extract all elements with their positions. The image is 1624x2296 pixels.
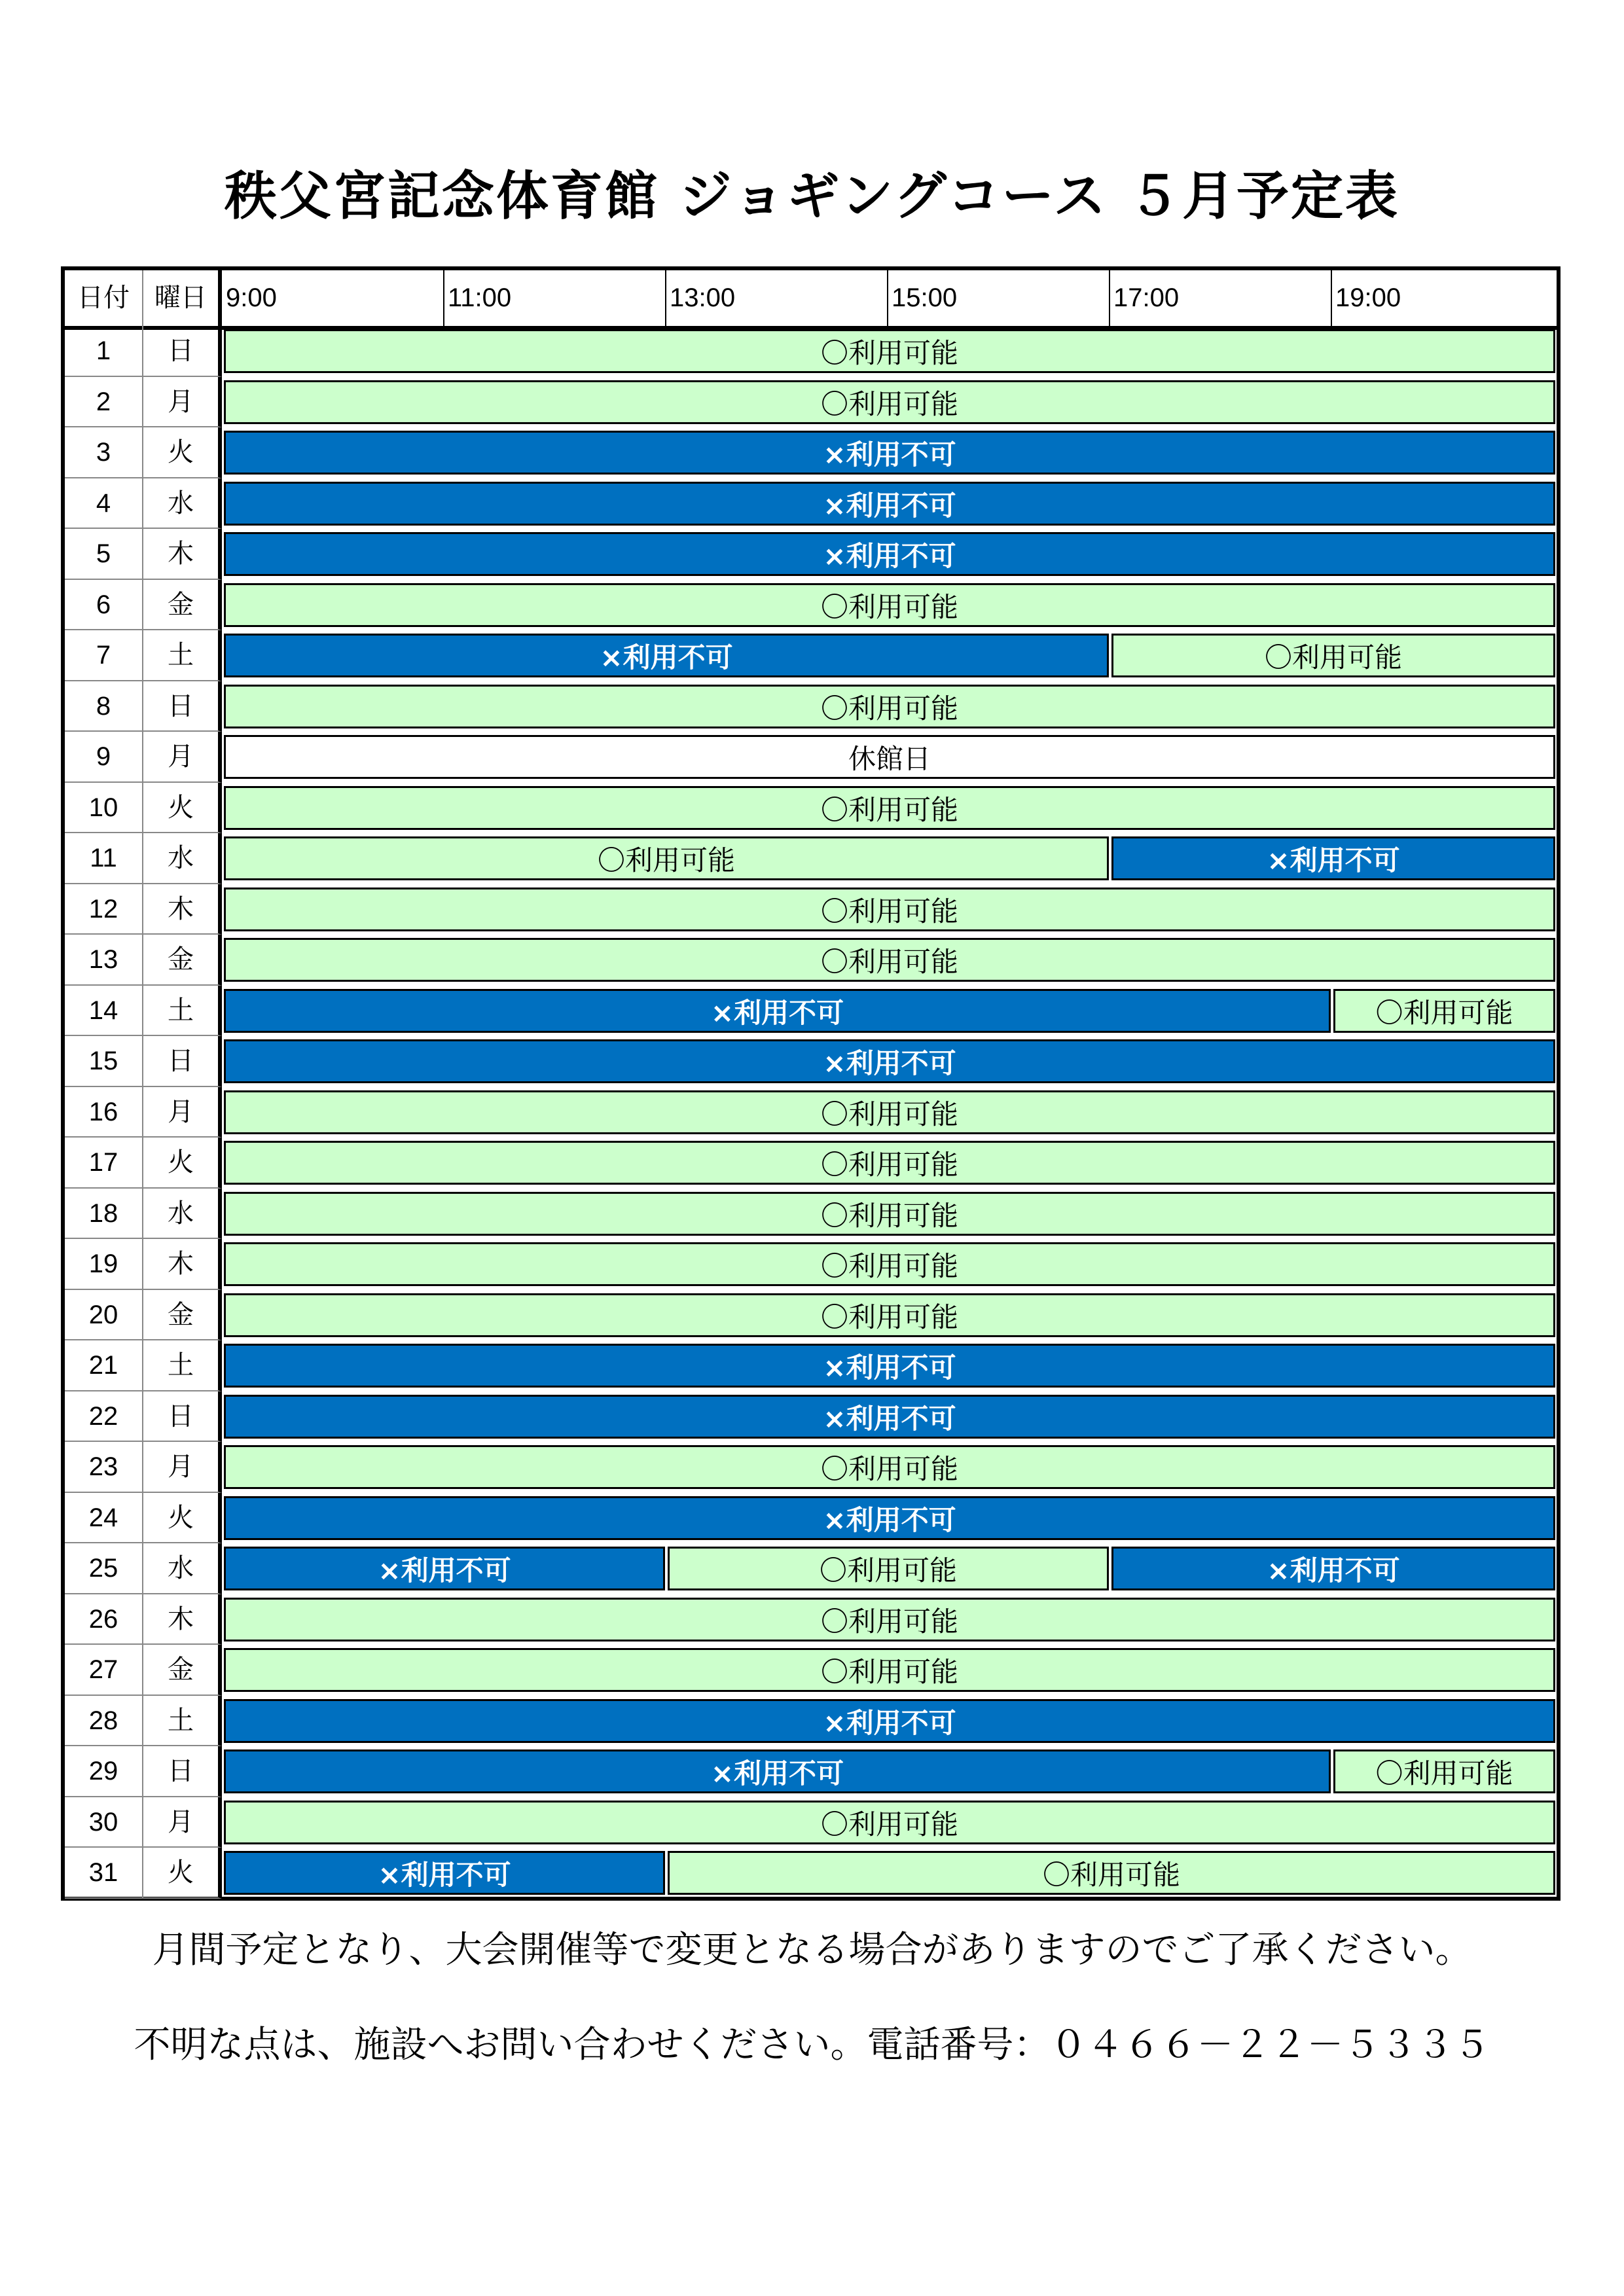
weekday: 金 [143,1290,222,1341]
header-time: 11:00 [448,283,512,312]
day-number: 17 [65,1138,143,1189]
slot-unavailable: ×利用不可 [224,532,1555,576]
weekday: 火 [143,783,222,834]
weekday: 木 [143,1239,222,1290]
schedule-row [65,1493,1557,1544]
schedule-row [65,1645,1557,1696]
day-number: 11 [65,833,143,884]
header-time: 9:00 [226,283,277,312]
header-divider [1109,270,1110,326]
slot-unavailable: ×利用不可 [224,1851,665,1895]
day-number: 7 [65,630,143,681]
day-number: 4 [65,478,143,529]
slot-unavailable: ×利用不可 [224,1039,1555,1083]
weekday: 日 [143,681,222,732]
day-number: 12 [65,884,143,935]
slot-available: 〇利用可能 [224,888,1555,931]
weekday: 土 [143,1340,222,1391]
page-title: 秩父宮記念体育館 ジョギングコース ５月予定表 [224,166,1400,226]
weekday: 水 [143,833,222,884]
day-number: 30 [65,1797,143,1848]
day-number: 18 [65,1189,143,1240]
slot-available: 〇利用可能 [224,938,1555,982]
schedule-row [65,1290,1557,1341]
day-number: 2 [65,377,143,428]
slot-available: 〇利用可能 [668,1547,1109,1590]
slot-available: 〇利用可能 [224,583,1555,627]
slot-unavailable: ×利用不可 [1111,836,1555,880]
slot-unavailable: ×利用不可 [224,1749,1331,1793]
weekday: 金 [143,935,222,986]
weekday: 日 [143,1391,222,1443]
schedule-row [65,427,1557,478]
slot-available: 〇利用可能 [1333,1749,1555,1793]
day-number: 20 [65,1290,143,1341]
slot-available: 〇利用可能 [224,1090,1555,1134]
weekday: 土 [143,1696,222,1747]
day-number: 6 [65,580,143,631]
header-time: 13:00 [670,283,736,312]
header-day: 日付 [65,270,143,326]
header-divider [1331,270,1332,326]
day-number: 23 [65,1442,143,1493]
schedule-row [65,529,1557,580]
day-number: 9 [65,732,143,783]
slot-unavailable: ×利用不可 [224,1395,1555,1439]
schedule-row [65,1391,1557,1443]
schedule-row [65,478,1557,529]
schedule-row [65,580,1557,631]
schedule-table [61,266,1561,1901]
slot-available: 〇利用可能 [1111,634,1555,677]
schedule-row [65,884,1557,935]
slot-unavailable: ×利用不可 [224,634,1109,677]
schedule-row [65,1797,1557,1848]
weekday: 月 [143,732,222,783]
slot-available: 〇利用可能 [224,329,1555,373]
schedule-row [65,1340,1557,1391]
schedule-row [65,630,1557,681]
schedule-row [65,732,1557,783]
weekday: 木 [143,529,222,580]
day-number: 1 [65,326,143,377]
slot-available: 〇利用可能 [224,685,1555,728]
slot-unavailable: ×利用不可 [1111,1547,1555,1590]
schedule-row [65,1087,1557,1138]
weekday: 金 [143,1645,222,1696]
weekday: 木 [143,884,222,935]
table-header [65,270,1557,330]
weekday: 火 [143,427,222,478]
slot-available: 〇利用可能 [224,380,1555,424]
slot-available: 〇利用可能 [224,1648,1555,1692]
day-number: 13 [65,935,143,986]
day-number: 3 [65,427,143,478]
slot-available: 〇利用可能 [1333,989,1555,1033]
slot-available: 〇利用可能 [224,1293,1555,1337]
day-number: 29 [65,1746,143,1797]
slot-available: 〇利用可能 [224,1445,1555,1489]
day-number: 5 [65,529,143,580]
slot-available: 〇利用可能 [224,1801,1555,1844]
day-number: 22 [65,1391,143,1443]
slot-unavailable: ×利用不可 [224,482,1555,526]
schedule-row [65,377,1557,428]
weekday: 水 [143,478,222,529]
schedule-row [65,326,1557,377]
header-divider [443,270,444,326]
schedule-row [65,1138,1557,1189]
weekday: 火 [143,1848,222,1899]
weekday: 土 [143,630,222,681]
weekday: 火 [143,1138,222,1189]
day-number: 26 [65,1594,143,1645]
weekday: 土 [143,986,222,1037]
slot-unavailable: ×利用不可 [224,1547,665,1590]
slot-available: 〇利用可能 [224,1598,1555,1641]
schedule-row [65,1442,1557,1493]
weekday: 水 [143,1189,222,1240]
schedule-row [65,1543,1557,1594]
header-weekday: 曜日 [143,270,222,326]
weekday: 日 [143,326,222,377]
weekday: 月 [143,377,222,428]
slot-available: 〇利用可能 [224,1192,1555,1236]
day-number: 27 [65,1645,143,1696]
day-number: 19 [65,1239,143,1290]
day-number: 28 [65,1696,143,1747]
schedule-row [65,935,1557,986]
day-number: 10 [65,783,143,834]
header-time: 19:00 [1335,283,1401,312]
slot-available: 〇利用可能 [224,786,1555,830]
slot-unavailable: ×利用不可 [224,989,1331,1033]
schedule-row [65,1848,1557,1899]
schedule-row [65,1189,1557,1240]
slot-unavailable: ×利用不可 [224,1344,1555,1388]
schedule-row [65,986,1557,1037]
day-number: 24 [65,1493,143,1544]
note-schedule-change: 月間予定となり、大会開催等で変更となる場合がありますのでご了承ください。 [152,1929,1472,1971]
header-time: 15:00 [892,283,958,312]
day-number: 16 [65,1087,143,1138]
header-divider [665,270,666,326]
weekday: 月 [143,1087,222,1138]
schedule-row [65,1239,1557,1290]
note-contact: 不明な点は、施設へお問い合わせください。電話番号：０４６６－２２－５３３５ [134,2024,1490,2066]
schedule-row [65,1594,1557,1645]
schedule-row [65,1696,1557,1747]
slot-available: 〇利用可能 [224,1242,1555,1286]
weekday: 金 [143,580,222,631]
schedule-row [65,833,1557,884]
weekday: 水 [143,1543,222,1594]
weekday: 火 [143,1493,222,1544]
schedule-row [65,1036,1557,1087]
slot-unavailable: ×利用不可 [224,431,1555,475]
day-number: 25 [65,1543,143,1594]
weekday: 日 [143,1036,222,1087]
header-divider [887,270,888,326]
weekday: 月 [143,1442,222,1493]
day-number: 21 [65,1340,143,1391]
schedule-row [65,1746,1557,1797]
slot-unavailable: ×利用不可 [224,1496,1555,1540]
slot-available: 〇利用可能 [668,1851,1555,1895]
slot-available: 〇利用可能 [224,836,1109,880]
day-number: 31 [65,1848,143,1899]
schedule-row [65,681,1557,732]
weekday: 月 [143,1797,222,1848]
day-number: 8 [65,681,143,732]
slot-closed: 休館日 [224,735,1555,779]
slot-unavailable: ×利用不可 [224,1699,1555,1743]
slot-available: 〇利用可能 [224,1141,1555,1185]
day-number: 14 [65,986,143,1037]
header-time: 17:00 [1113,283,1180,312]
weekday: 木 [143,1594,222,1645]
day-number: 15 [65,1036,143,1087]
weekday: 日 [143,1746,222,1797]
schedule-row [65,783,1557,834]
